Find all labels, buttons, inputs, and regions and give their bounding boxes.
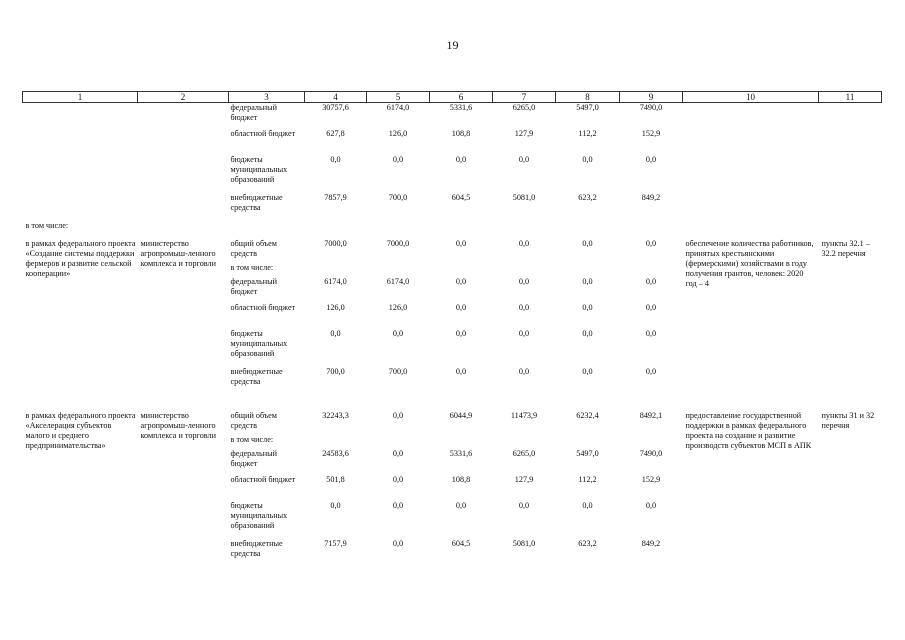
value-cell: 0,0 [392,474,404,484]
value-cell: 849,2 [641,538,661,548]
value-cell: 604,5 [451,538,471,548]
value-cell: 0,0 [455,500,467,510]
value-cell: 8492,1 [639,410,663,420]
value-cell: 7490,0 [639,448,663,458]
value-cell: 30757,6 [322,103,349,112]
value-cell: 0,0 [455,276,467,286]
value-cell: 6174,0 [386,276,410,286]
value-cell: 108,8 [451,474,471,484]
value-cell: 849,2 [641,192,661,202]
value-cell: 6174,0 [386,103,410,112]
table-row [23,103,882,129]
value-cell: 0,0 [392,410,404,420]
value-cell: 126,0 [388,302,408,312]
value-cell: 6265,0 [512,103,536,112]
funding-source: бюджеты муниципальных образований [230,154,288,184]
column-header: 10 [683,92,819,103]
value-cell: 604,5 [451,192,471,202]
value-cell: 0,0 [518,154,530,164]
value-cell: 0,0 [330,328,341,338]
value-cell: 0,0 [582,238,593,248]
value-cell: 112,2 [578,474,597,484]
value-cell: 152,9 [641,128,661,138]
value-cell: 623,2 [578,192,597,202]
value-cell: 11473,9 [510,410,538,420]
value-cell: 5081,0 [512,192,536,202]
value-cell: 7490,0 [639,103,663,112]
value-cell: 0,0 [645,328,657,338]
value-cell: 6044,9 [449,410,473,420]
value-cell: 32243,3 [322,410,349,420]
value-cell: 0,0 [518,328,530,338]
value-cell: 0,0 [455,328,467,338]
funding-source: федеральный бюджет [230,448,278,468]
value-cell: 6174,0 [324,276,347,286]
section-row [23,217,882,239]
value-cell: 152,9 [641,474,661,484]
value-cell: 7000,0 [386,238,410,248]
value-cell: 0,0 [518,366,530,376]
page-number: 19 [446,38,459,52]
value-cell: 0,0 [455,154,467,164]
column-header: 5 [367,92,430,103]
value-cell: 623,2 [578,538,597,548]
column-header: 8 [556,92,620,103]
funding-source: бюджеты муниципальных образований [230,500,288,530]
column-header: 11 [819,92,882,103]
project-name: в рамках федерального проекта «Акселерация субъектов малого и среднего предпринимательства» [25,410,136,450]
value-cell: 108,8 [451,128,471,138]
table-row [23,411,882,435]
funding-source: общий объем средств [230,410,277,430]
value-cell: 627,8 [326,128,345,138]
value-cell: 0,0 [330,500,341,510]
program-table [22,91,882,563]
value-cell: 0,0 [392,328,404,338]
value-cell: 0,0 [645,302,657,312]
value-cell: 700,0 [326,366,345,376]
value-cell: 0,0 [392,538,404,548]
value-cell: 0,0 [330,154,341,164]
value-cell: 0,0 [392,500,404,510]
responsible-executor: министерство агропромыш-ленного комплекса и торговли [140,410,217,440]
value-cell: 0,0 [582,302,593,312]
value-cell: 0,0 [645,154,657,164]
column-header: 4 [305,92,367,103]
column-header: 2 [138,92,229,103]
value-cell: 0,0 [582,154,593,164]
value-cell: 501,8 [326,474,345,484]
funding-source: федеральный бюджет [230,103,278,122]
column-header: 6 [430,92,493,103]
value-cell: 700,0 [388,192,408,202]
funding-source: в том числе: [230,434,274,444]
value-cell: 5331,6 [449,103,473,112]
column-header: 3 [229,92,305,103]
value-cell: 700,0 [388,366,408,376]
funding-source: областной бюджет [230,128,296,138]
value-cell: 0,0 [582,328,593,338]
expected-result: обеспечение количества работников, принятых крестьянскими (фермерскими) хозяйствами в году получения грантов, человек: 2020 год – 4 [685,238,814,288]
column-header: 1 [23,92,138,103]
funding-source: внебюджетные средства [230,366,283,386]
value-cell: 126,0 [326,302,345,312]
value-cell: 0,0 [455,366,467,376]
value-cell: 7857,9 [324,192,347,202]
value-cell: 0,0 [645,238,657,248]
column-header-row [23,92,882,103]
column-header: 9 [620,92,683,103]
value-cell: 0,0 [582,500,593,510]
value-cell: 0,0 [645,366,657,376]
column-header: 7 [493,92,556,103]
table-row [23,239,882,263]
funding-source: областной бюджет [230,474,296,484]
value-cell: 6232,4 [576,410,599,420]
value-cell: 0,0 [518,302,530,312]
value-cell: 0,0 [518,500,530,510]
value-cell: 0,0 [392,154,404,164]
project-name: в рамках федерального проекта «Создание системы поддержки фермеров и развитие сельской кооперации» [25,238,136,278]
value-cell: 0,0 [518,238,530,248]
funding-source: федеральный бюджет [230,276,278,296]
value-cell: 126,0 [388,128,408,138]
including-label: в том числе: [25,220,69,230]
value-cell: 0,0 [582,276,593,286]
value-cell: 0,0 [455,238,467,248]
funding-source: в том числе: [230,262,274,272]
value-cell: 0,0 [518,276,530,286]
table-row [23,129,882,155]
value-cell: 0,0 [645,500,657,510]
value-cell: 0,0 [392,448,404,458]
value-cell: 24583,6 [322,448,349,458]
funding-source: областной бюджет [230,302,296,312]
value-cell: 6265,0 [512,448,536,458]
value-cell: 127,9 [514,474,534,484]
expected-result: предоставление государственной поддержки в рамках федерального проекта на создание и развитие производств субъектов МСП в АПК [685,410,812,450]
spacer-row [23,391,882,411]
funding-source: внебюджетные средства [230,192,283,212]
funding-source: внебюджетные средства [230,538,283,558]
value-cell: 0,0 [645,276,657,286]
responsible-executor: министерство агропромыш-ленного комплекса и торговли [140,238,217,268]
funding-source: общий объем средств [230,238,277,258]
value-cell: 5081,0 [512,538,536,548]
list-items-ref: пункты 31 и 32 перечня [821,410,875,430]
list-items-ref: пункты 32.1 – 32.2 перечня [821,238,870,258]
table-row [23,155,882,193]
value-cell: 0,0 [582,366,593,376]
table-row [23,193,882,217]
value-cell: 7000,0 [324,238,347,248]
value-cell: 0,0 [455,302,467,312]
value-cell: 5331,6 [449,448,473,458]
value-cell: 7157,9 [324,538,347,548]
value-cell: 5497,0 [576,448,599,458]
value-cell: 127,9 [514,128,534,138]
value-cell: 5497,0 [576,103,599,112]
funding-source: бюджеты муниципальных образований [230,328,288,358]
value-cell: 112,2 [578,128,597,138]
